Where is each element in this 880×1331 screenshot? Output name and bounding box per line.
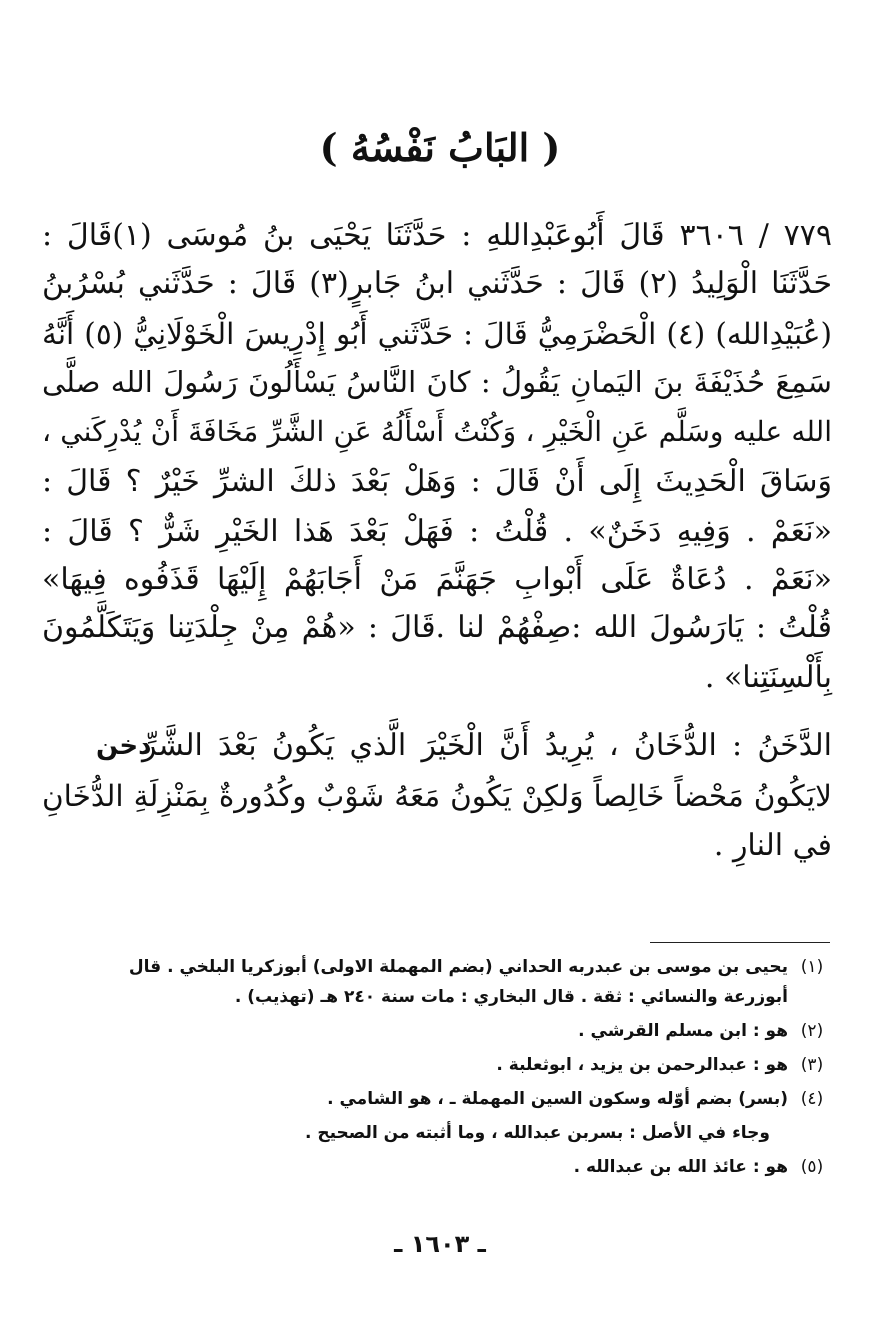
page-number: ـ ١٦٠٣ ـ <box>394 1230 486 1258</box>
footnote-number: (٢) <box>800 1021 824 1041</box>
hadith-line: قُلْتُ : يَارَسُولَ الله :صِفْهُمْ لنا .قَالَ : «هُمْ مِنْ جِلْدَتِنا وَيَتَكَلَّمُونَ <box>42 610 832 645</box>
footnote-text: هو : عبدالرحمن بن يزيد ، ابوثعلبة . <box>496 1055 788 1075</box>
footnote-number: (٤) <box>800 1089 824 1109</box>
footnote-number: (٣) <box>800 1055 824 1075</box>
footnote-text: هو : عائذ الله بن عبدالله . <box>573 1157 788 1177</box>
footnote-number: (١) <box>800 957 824 977</box>
hadith-line: «نَعَمْ . دُعَاةٌ عَلَى أَبْوابِ جَهَنَّمَ مَنْ أَجَابَهُمْ إِلَيْهَا قَذَفُوه فِيهَا» <box>42 562 832 597</box>
hadith-line: ٧٧٩ / ٣٦٠٦ قَالَ أَبُوعَبْدِاللهِ : حَدَّثَنَا يَحْيَى بنُ مُوسَى (١)قَالَ : <box>42 218 832 253</box>
footnote-text: يحيى بن موسى بن عبدربه الحداني (بضم المهملة الاولى) أبوزكريا البلخي . قال <box>128 957 788 977</box>
footnote-number: (٥) <box>800 1157 824 1177</box>
footnote-text: (بسر) بضم أوّله وسكون السين المهملة ـ ، هو الشامي . <box>327 1089 788 1109</box>
hadith-line: سَمِعَ حُذَيْفَةَ بنَ اليَمانِ يَقُولُ : كانَ النَّاسُ يَسْأَلُونَ رَسُولَ الله صلَّى <box>42 365 832 399</box>
gloss-line: الدَّخَنُ : الدُّخَانُ ، يُرِيدُ أَنَّ الْخَيْرَ الَّذي يَكُونُ بَعْدَ الشَّرِّ <box>142 728 832 763</box>
footnote-text: أبوزرعة والنسائي : ثقة . قال البخاري : مات سنة ٢٤٠ هـ (تهذيب) . <box>234 987 788 1007</box>
hadith-line: «نَعَمْ . وَفِيهِ دَخَنٌ» . قُلْتُ : فَهَلْ بَعْدَ هَذا الخَيْرِ شَرٌّ ؟ قَالَ : <box>42 514 832 549</box>
hadith-line: الله عليه وسَلَّم عَنِ الْخَيْرِ ، وَكُنْتُ أَسْأَلُهُ عَنِ الشَّرِّ مَخَافَةَ أَنْ يُدْرِكَني ، <box>42 415 832 448</box>
footnote-text: هو : ابن مسلم القرشي . <box>578 1021 788 1041</box>
section-title: ( البَابُ نَفْسُهُ ) <box>319 125 561 170</box>
hadith-line: (عُبَيْدِالله) (٤) الْحَضْرَمِيُّ قَالَ : حَدَّثَني أَبُو إِدْرِيسَ الْخَوْلَانِيُّ (٥) أَنَّهُ <box>42 317 833 351</box>
gloss-keyword: دخن <box>96 731 152 761</box>
gloss-line: لايَكُونُ مَحْضاً خَالِصاً وَلكِنْ يَكُونُ مَعَهُ شَوْبٌ وكُدُورةٌ بِمَنْزِلَةِ الدُّخَانِ <box>42 779 832 813</box>
hadith-line: بِأَلْسِنَتِنا» . <box>704 660 832 695</box>
hadith-line: حَدَّثَنَا الْوَلِيدُ (٢) قَالَ : حَدَّثَني ابنُ جَابرٍ(٣) قَالَ : حَدَّثَني بُسْرُبنُ <box>42 266 832 301</box>
hadith-line: وَسَاقَ الْحَدِيثَ إِلَى أَنْ قَالَ : وَهَلْ بَعْدَ ذلكَ الشرِّ خَيْرٌ ؟ قَالَ : <box>42 464 832 499</box>
footnote-separator <box>650 942 830 943</box>
footnote-text: وجاء في الأصل : بسربن عبدالله ، وما أثبته من الصحيح . <box>304 1123 770 1143</box>
gloss-line: في النارِ . <box>713 828 832 863</box>
